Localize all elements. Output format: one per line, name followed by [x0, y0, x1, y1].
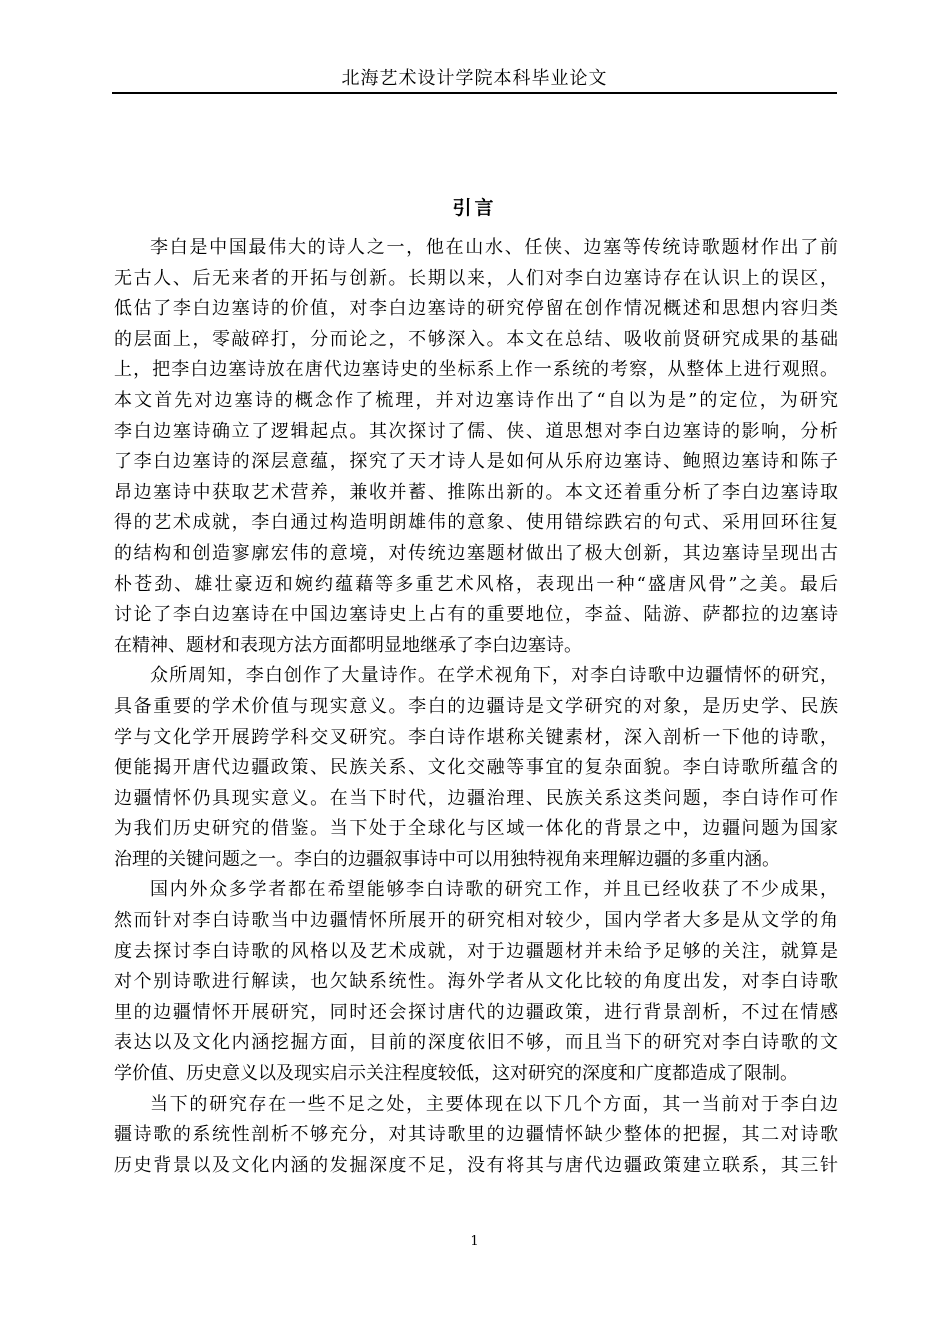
page-number: 1 — [470, 1234, 479, 1249]
body-text — [114, 233, 838, 1181]
text-line: 具备重要的学术价值与现实意义。李白的边疆诗是文学研究的对象，是历史学、民族 — [114, 695, 838, 717]
text-line: 得的艺术成就，李白通过构造明朗雄伟的意象、使用错综跌宕的句式、采用回环往复 — [114, 512, 838, 534]
text-line: 低估了李白边塞诗的价值，对李白边塞诗的研究停留在创作情况概述和思想内容归类 — [114, 298, 838, 320]
running-header: 北海艺术设计学院本科毕业论文 — [341, 68, 608, 89]
text-line: 昂边塞诗中获取艺术营养，兼收并蓄、推陈出新的。本文还着重分析了李白边塞诗取 — [114, 481, 838, 503]
text-line: 为我们历史研究的借鉴。当下处于全球化与区域一体化的背景之中，边疆问题为国家 — [114, 818, 838, 840]
text-line: 朴苍劲、雄壮豪迈和婉约蕴藉等多重艺术风格，表现出一种“盛唐风骨”之美。最后 — [114, 573, 838, 595]
text-line: 了李白边塞诗的深层意蕴，探究了天才诗人是如何从乐府边塞诗、鲍照边塞诗和陈子 — [114, 451, 838, 473]
text-line: 讨论了李白边塞诗在中国边塞诗史上占有的重要地位，李益、陆游、萨都拉的边塞诗 — [114, 604, 838, 626]
text-line: 上，把李白边塞诗放在唐代边塞诗史的坐标系上作一系统的考察，从整体上进行观照。 — [114, 359, 838, 381]
text-line: 的结构和创造寥廓宏伟的意境，对传统边塞题材做出了极大创新，其边塞诗呈现出古 — [114, 542, 838, 564]
text-line: 学与文化学开展跨学科交叉研究。李白诗作堪称关键素材，深入剖析一下他的诗歌， — [114, 726, 838, 748]
text-line: 的层面上，零敲碎打，分而论之，不够深入。本文在总结、吸收前贤研究成果的基础 — [114, 328, 838, 350]
text-line: 然而针对李白诗歌当中边疆情怀所展开的研究相对较少，国内学者大多是从文学的角 — [114, 910, 838, 932]
text-line: 无古人、后无来者的开拓与创新。长期以来，人们对李白边塞诗存在认识上的误区， — [114, 267, 838, 289]
text-line: 疆诗歌的系统性剖析不够充分，对其诗歌里的边疆情怀缺少整体的把握，其二对诗歌 — [114, 1124, 838, 1146]
text-line: 对个别诗歌进行解读，也欠缺系统性。海外学者从文化比较的角度出发，对李白诗歌 — [114, 971, 838, 993]
text-line: 学价值、历史意义以及现实启示关注程度较低，这对研究的深度和广度都造成了限制。 — [114, 1063, 798, 1085]
text-line: 里的边疆情怀开展研究，同时还会探讨唐代的边疆政策，进行背景剖析，不过在情感 — [114, 1001, 838, 1023]
text-line: 边疆情怀仍具现实意义。在当下时代，边疆治理、民族关系这类问题，李白诗作可作 — [114, 787, 838, 809]
text-line: 本文首先对边塞诗的概念作了梳理，并对边塞诗作出了“自以为是”的定位，为研究 — [114, 389, 838, 411]
text-line: 国内外众多学者都在希望能够李白诗歌的研究工作，并且已经收获了不少成果， — [150, 879, 838, 901]
text-line: 度去探讨李白诗歌的风格以及艺术成就，对于边疆题材并未给予足够的关注，就算是 — [114, 940, 838, 962]
text-line: 李白边塞诗确立了逻辑起点。其次探讨了儒、侠、道思想对李白边塞诗的影响，分析 — [114, 420, 838, 442]
text-line: 在精神、题材和表现方法方面都明显地继承了李白边塞诗。 — [114, 634, 582, 656]
text-line: 当下的研究存在一些不足之处，主要体现在以下几个方面，其一当前对于李白边 — [150, 1093, 838, 1115]
text-line: 治理的关键问题之一。李白的边疆叙事诗中可以用独特视角来理解边疆的多重内涵。 — [114, 848, 780, 870]
text-line: 众所周知，李白创作了大量诗作。在学术视角下，对李白诗歌中边疆情怀的研究， — [150, 665, 838, 687]
text-line: 李白是中国最伟大的诗人之一，他在山水、任侠、边塞等传统诗歌题材作出了前 — [150, 237, 838, 258]
section-title: 引言 — [452, 197, 497, 219]
header-rule — [112, 92, 837, 94]
text-line: 表达以及文化内涵挖掘方面，目前的深度依旧不够，而且当下的研究对李白诗歌的文 — [114, 1032, 838, 1054]
text-line: 历史背景以及文化内涵的发掘深度不足，没有将其与唐代边疆政策建立联系，其三针 — [114, 1154, 838, 1176]
text-line: 便能揭开唐代边疆政策、民族关系、文化交融等事宜的复杂面貌。李白诗歌所蕴含的 — [114, 757, 838, 779]
